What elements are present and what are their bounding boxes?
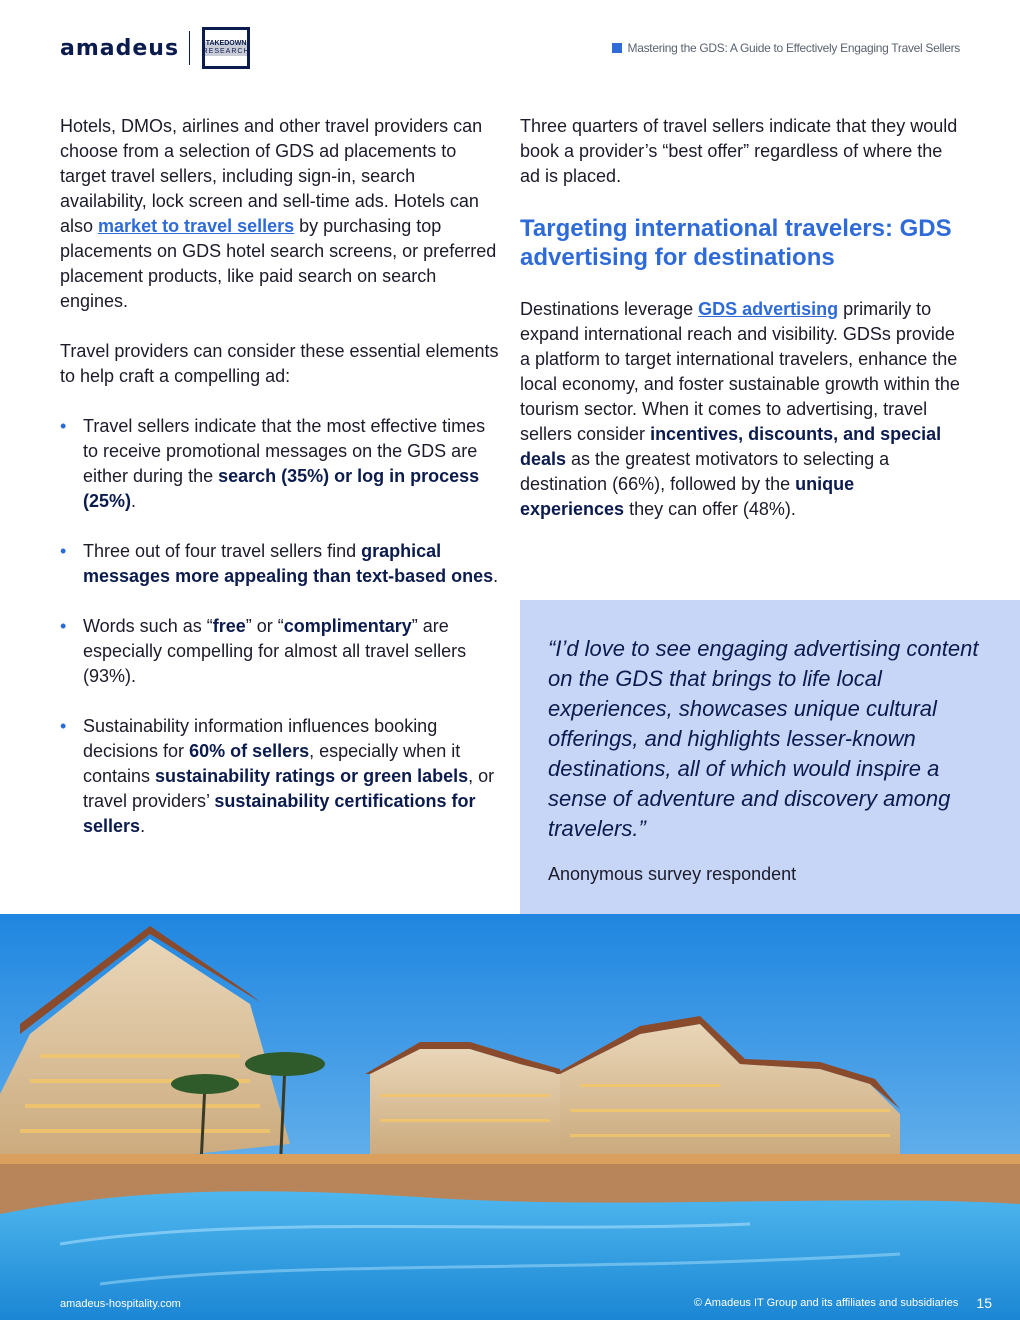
footer-right xyxy=(694,1295,992,1311)
logo-divider xyxy=(189,31,190,65)
footer-copyright: © Amadeus IT Group and its affiliates and subsidiaries xyxy=(693,1297,959,1309)
bullet-icon: • xyxy=(60,541,67,561)
bullet-icon: • xyxy=(60,716,67,736)
market-to-travel-sellers-link[interactable]: market to travel sellers xyxy=(98,216,295,236)
right-column xyxy=(520,114,960,522)
bullet-icon: • xyxy=(60,416,67,436)
bullet-icon: • xyxy=(60,616,67,636)
document-title xyxy=(612,41,960,55)
tips-list xyxy=(60,414,500,839)
title-square-icon xyxy=(612,43,622,53)
section-heading: Targeting international travelers: GDS advertising for destinations xyxy=(520,215,952,271)
gds-advertising-link[interactable]: GDS advertising xyxy=(698,299,839,319)
resort-photo xyxy=(0,914,1020,1320)
takedown-logo-line1: TAKEDOWN xyxy=(205,40,247,47)
resort-illustration xyxy=(0,914,1020,1320)
takedown-logo-line2: RESEARCH xyxy=(202,48,250,55)
quote-attribution: Anonymous survey respondent xyxy=(548,864,797,884)
document-title-text: Mastering the GDS: A Guide to Effectively Engaging Travel Sellers xyxy=(627,41,960,55)
amadeus-logo: amadeus xyxy=(60,35,180,61)
footer-website[interactable]: amadeus-hospitality.com xyxy=(60,1298,181,1310)
quote-text: “I’d love to see engaging advertising content on the GDS that brings to life local experiences, showcases unique cultural offerings, and highlights lesser-known destinations, all of which would inspire a sense of adventure and discovery among travelers.” xyxy=(548,636,979,841)
header-logos xyxy=(60,34,250,62)
list-item: • Words such as “free” or “complimentary” are especially compelling for almost all travel sellers (93%). xyxy=(60,616,467,686)
quote-box xyxy=(520,600,1020,914)
destinations-paragraph: Destinations leverage GDS advertising primarily to expand international reach and visibility. GDSs provide a platform to target international travelers, enhance the local economy, and foster sustainable growth within the tourism sector. When it comes to advertising, travel sellers consider incentives, discounts, and special deals as the greatest motivators to selecting a destination (66%), followed by the unique experiences they can offer (48%). xyxy=(520,299,960,519)
intro-paragraph: Hotels, DMOs, airlines and other travel providers can choose from a selection of GDS ad placements to target travel sellers, including sign-in, search availability, lock screen and sell-time ads. Hotels can also market to travel sellers by purchasing top placements on GDS hotel search screens, or preferred placement products, like paid search on search engines. xyxy=(60,116,497,311)
elements-paragraph: Travel providers can consider these essential elements to help craft a compelling ad: xyxy=(60,341,499,386)
list-item: • Three out of four travel sellers find graphical messages more appealing than text-based ones. xyxy=(60,541,499,586)
list-item: • Travel sellers indicate that the most effective times to receive promotional messages on the GDS are either during the search (35%) or log in process (25%). xyxy=(60,416,486,511)
page-number: 15 xyxy=(976,1295,992,1311)
best-offer-paragraph: Three quarters of travel sellers indicate that they would book a provider’s “best offer” regardless of where the ad is placed. xyxy=(520,116,958,186)
list-item: • Sustainability information influences booking decisions for 60% of sellers, especially when it contains sustainability ratings or green labels, or travel providers’ sustainability certifications for sellers. xyxy=(60,716,495,836)
left-column xyxy=(60,114,500,864)
takedown-research-logo xyxy=(202,27,250,69)
